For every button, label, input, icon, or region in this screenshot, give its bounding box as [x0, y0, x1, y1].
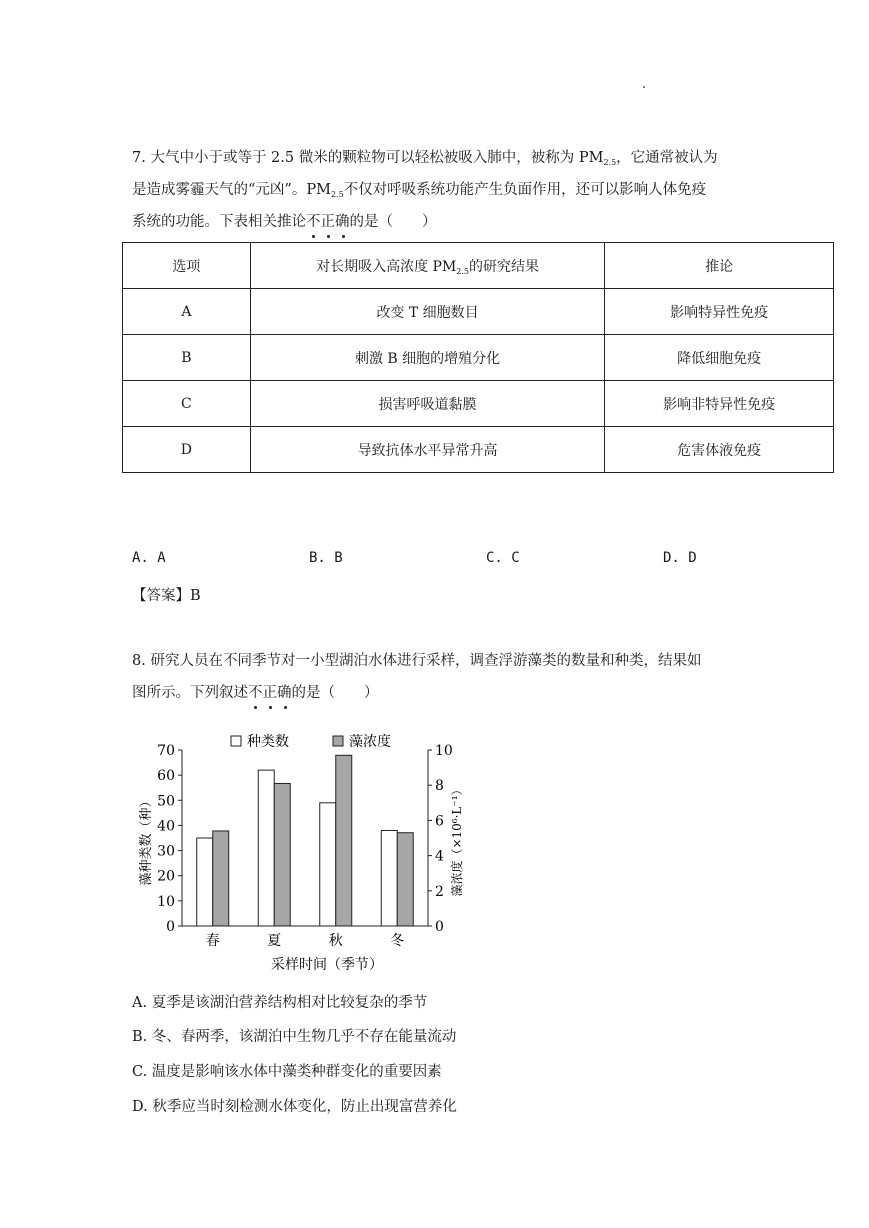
- header-result-text: 对长期吸入高浓度 PM: [316, 258, 457, 275]
- emphasis-dot: [342, 235, 345, 238]
- left-tick-label: 70: [157, 743, 175, 759]
- bar-species-count: [258, 770, 274, 926]
- q7-text: ，它通常被认为: [616, 150, 718, 166]
- cell-option: D: [123, 427, 251, 473]
- left-tick-label: 0: [166, 919, 175, 935]
- cell-inference: 降低细胞免疫: [605, 335, 834, 381]
- table-row: [123, 381, 834, 427]
- cell-option: C: [123, 381, 251, 427]
- right-axis-title: 藻浓度（×10⁶·L⁻¹）: [450, 783, 464, 897]
- legend-swatch-concentration: [333, 736, 343, 746]
- q8-choice-c[interactable]: C. 温度是影响该水体中藻类种群变化的重要因素: [132, 1064, 442, 1080]
- table-row: [123, 335, 834, 381]
- q8-text: 的是（ ）: [291, 685, 379, 701]
- q8-text: 图所示。下列叙述: [132, 685, 248, 701]
- q7-answer: 【答案】B: [132, 588, 201, 604]
- x-tick-label: 冬: [390, 933, 405, 949]
- x-axis-title: 采样时间（季节）: [271, 957, 383, 973]
- right-tick-label: 2: [435, 883, 444, 900]
- page-dot-mark: [643, 86, 645, 88]
- pm-subscript: 2.5: [603, 158, 617, 167]
- algae-bar-chart: [135, 728, 465, 978]
- emphasis-text: [248, 683, 292, 703]
- q7-option-c[interactable]: C. C: [486, 550, 520, 566]
- x-tick-label: 夏: [267, 933, 282, 949]
- cell-result: 损害呼吸道黏膜: [250, 381, 605, 427]
- q8-stem-line-1: 8. 研究人员在不同季节对一小型湖泊水体进行采样，调查浮游藻类的数量和种类，结果如: [132, 653, 702, 669]
- header-result-text: 的研究结果: [469, 258, 540, 275]
- cell-inference: 危害体液免疫: [605, 427, 834, 473]
- left-tick-label: 10: [157, 893, 175, 910]
- cell-option: A: [123, 289, 251, 335]
- q7-text: 是造成雾霾天气的“元凶”。PM: [132, 182, 331, 198]
- right-tick-label: 0: [435, 919, 444, 935]
- q7-stem-line-2: [132, 180, 706, 205]
- emphasized-words: 不正确: [248, 685, 292, 701]
- x-tick-label: 春: [205, 933, 220, 949]
- legend-label-species: 种类数: [247, 734, 289, 750]
- bar-algae-concentration: [213, 831, 229, 926]
- left-axis-title: 藻种类数（种）: [139, 794, 154, 886]
- cell-inference: 影响非特异性免疫: [605, 381, 834, 427]
- q7-text: 不仅对呼吸系统功能产生负面作用，还可以影响人体免疫: [343, 182, 707, 198]
- q7-text: 系统的功能。下表相关推论: [132, 214, 306, 230]
- cell-option: B: [123, 335, 251, 381]
- legend-swatch-species: [231, 736, 241, 746]
- emphasis-dot: [254, 706, 257, 709]
- right-tick-label: 8: [435, 778, 444, 795]
- cell-result: 改变 T 细胞数目: [250, 289, 605, 335]
- header-result: [250, 243, 605, 289]
- pm25-table: [122, 242, 834, 473]
- pm-subscript: 2.5: [330, 190, 344, 199]
- bar-algae-concentration: [397, 833, 413, 926]
- q7-option-b[interactable]: B. B: [309, 550, 343, 566]
- table-row: [123, 427, 834, 473]
- emphasis-dot: [327, 235, 330, 238]
- x-tick-label: 秋: [328, 933, 343, 949]
- emphasis-dot: [284, 706, 287, 709]
- left-tick-label: 40: [157, 818, 175, 835]
- cell-result: 刺激 B 细胞的增殖分化: [250, 335, 605, 381]
- q7-text: 7. 大气中小于或等于 2.5 微米的颗粒物可以轻松被吸入肺中，被称为 PM: [132, 150, 604, 166]
- emphasis-dot: [312, 235, 315, 238]
- cell-result: 导致抗体水平异常升高: [250, 427, 605, 473]
- chart-legend: [231, 733, 391, 750]
- table-header-row: [123, 243, 834, 289]
- table-row: [123, 289, 834, 335]
- bar-algae-concentration: [336, 755, 352, 926]
- left-tick-label: 60: [157, 768, 175, 785]
- left-tick-label: 20: [157, 868, 175, 885]
- right-tick-label: 6: [435, 813, 444, 830]
- q7-stem-line-1: [132, 148, 718, 173]
- q7-text: 的是（ ）: [349, 214, 437, 230]
- bars: [197, 755, 414, 949]
- cell-inference: 影响特异性免疫: [605, 289, 834, 335]
- q8-choice-a[interactable]: A. 夏季是该湖泊营养结构相对比较复杂的季节: [132, 995, 428, 1011]
- header-inference: 推论: [605, 243, 834, 289]
- bar-algae-concentration: [274, 783, 290, 926]
- emphasis-dot: [269, 706, 272, 709]
- q8-stem-line-2: [132, 683, 379, 703]
- right-tick-label: 4: [435, 848, 444, 865]
- bar-species-count: [320, 803, 336, 926]
- right-tick-label: 10: [435, 743, 453, 759]
- q7-stem-line-3: [132, 212, 437, 232]
- left-tick-label: 50: [157, 793, 175, 810]
- q7-option-d[interactable]: D. D: [663, 550, 697, 566]
- bar-species-count: [197, 838, 213, 926]
- q7-option-a[interactable]: A. A: [132, 550, 166, 566]
- left-tick-label: 30: [157, 843, 175, 860]
- q8-choice-d[interactable]: D. 秋季应当时刻检测水体变化，防止出现富营养化: [132, 1099, 457, 1115]
- emphasis-text: [306, 212, 350, 232]
- bar-species-count: [381, 830, 397, 926]
- pm-subscript: 2.5: [456, 266, 470, 276]
- header-option: 选项: [123, 243, 251, 289]
- q8-choice-b[interactable]: B. 冬、春两季，该湖泊中生物几乎不存在能量流动: [132, 1029, 457, 1045]
- legend-label-concentration: 藻浓度: [349, 734, 391, 750]
- emphasized-words: 不正确: [306, 214, 350, 230]
